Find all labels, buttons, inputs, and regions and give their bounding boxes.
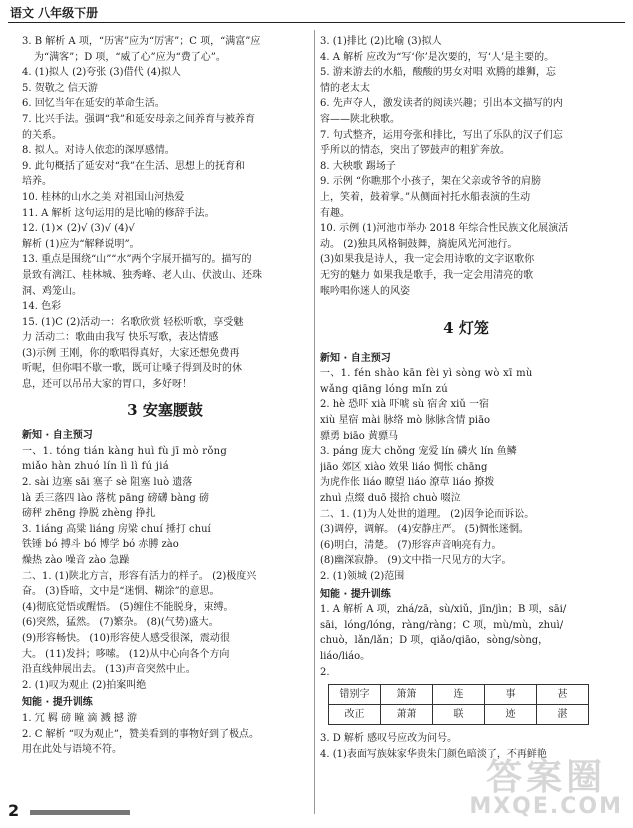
table-cell: 改正 [329, 705, 381, 725]
answer-line: là 丢三落四 lào 落枕 pāng 磅礴 bàng 磅 [22, 492, 210, 504]
answer-line: (6)突然，猛然。 (7)繁杂。 (8)(气势)盛大。 [22, 617, 219, 629]
answer-line: 3. 1iáng 高粱 liáng 房梁 chuí 捶打 chuí [22, 523, 211, 535]
answer-line: (8)幽深寂静。 (9)文中指一尺见方的大字。 [320, 555, 512, 567]
subsection-preview-label: 新知 · 自主预习 [22, 430, 93, 442]
answer-line: 9. 示例 “你瞧那个小孩子，架在父亲或爷爷的肩膀 [320, 176, 542, 188]
answer-line: 无穷的魅力 如果我是歌手，我一定会用清亮的歌 [320, 269, 534, 281]
answer-line: liáo/liáo。 [320, 650, 371, 662]
answer-line: 铁锤 bó 搏斗 bó 博学 bó 赤膊 zào [22, 539, 179, 551]
table-row [329, 705, 589, 725]
answer-line: (6)明白，清楚。 (7)形容声音响亮有力。 [320, 539, 502, 551]
right-column [320, 34, 612, 762]
answer-line: 4. (1)拟人 (2)夸张 (3)借代 (4)拟人 [22, 67, 181, 79]
answer-line: miǎo hàn zhuó lín lì lì fú jiá [22, 461, 169, 473]
answer-line: 上，笑着，鼓着掌。”从侧面衬托水船表演的生动 [320, 191, 531, 203]
answer-line: (3)如果我是诗人，我一定会用诗歌的文字讴歌你 [320, 254, 535, 266]
answer-line: 9. 此句概括了延安对“我”在生活、思想上的抚育和 [22, 160, 245, 172]
answer-line: zhuì 点缀 duō 掇拾 chuò 啜泣 [320, 493, 461, 505]
answer-line: 洞、鸡笼山。 [22, 285, 82, 297]
answer-line: 10. 示例 (1)河池市举办 2018 年综合性民族文化展演活 [320, 223, 569, 235]
answer-line: 为“满客”；D 项，“威了心”应为“费了心”。 [34, 51, 226, 63]
answer-line: 7. 比兴手法。强调“我”和延安母亲之间养育与被养育 [22, 113, 255, 125]
answer-line: 3. (1)排比 (2)比喻 (3)拟人 [320, 36, 442, 47]
answer-line: 乎所以的情态，突出了锣鼓声的粗犷奔放。 [320, 145, 510, 157]
answer-line: 10. 桂林的山水之美 对祖国山河热爱 [22, 191, 185, 203]
answer-line: 4. (1)表面写族妹家华贵朱门颜色暗淡了，不再鲜艳 [320, 748, 547, 760]
section-title-4: 4 灯笼 [443, 319, 489, 338]
left-answers-top [22, 34, 308, 393]
answer-line: 2. (1)领城 (2)范围 [320, 571, 405, 582]
answer-line: 用在此处与语境不符。 [22, 744, 122, 756]
answer-line: 2. [320, 666, 330, 678]
table-cell: 萧萧 [381, 705, 433, 725]
answer-line: 奋。 (3)昏暗，文中是“迷惘、糊涂”的意思。 [22, 586, 220, 598]
answer-line: 动。 (2)独具风格铜鼓舞，旖旎风光河池行。 [320, 238, 518, 250]
answer-line: (4)彻底觉悟或醒悟。 (5)缠住不能脱身，束缚。 [22, 601, 234, 613]
answer-line: wǎng qiāng lóng mǐn zú [320, 383, 448, 395]
answer-line: 2. (1)叹为观止 (2)拍案叫绝 [22, 679, 147, 691]
left-column [22, 34, 308, 758]
answer-line: 6. 回忆当年在延安的革命生活。 [22, 98, 165, 110]
subsection-training-label: 知能 · 提升训练 [320, 588, 391, 600]
answer-line: 3. D 解析 感叹号应改为问号。 [320, 733, 458, 745]
answer-line: 喉吟唱你迷人的风姿 [320, 285, 410, 297]
page-header: 语文 八年级下册 [10, 6, 99, 20]
typo-correction-table [328, 684, 589, 725]
answer-line: 3. B 解析 A 项，“历害”应为“厉害”；C 项，“满富”应 [22, 36, 261, 47]
answer-line: 听呢，但你唱不歇一歌，既可让嗓子得到及时的休 [22, 363, 242, 375]
answer-line: 一、1. tóng tián kàng huì fù jī mò rǒng [22, 445, 228, 457]
answer-line: 2. sài 边塞 sāi 塞子 sè 阻塞 luò 遗落 [22, 477, 193, 489]
answer-line: 8. 大秧歌 踢场子 [320, 160, 396, 172]
section4-answers [320, 366, 612, 584]
answer-line: 2. C 解析 “叹为观止”，赞美看到的事物好到了极点。 [22, 728, 259, 740]
answer-line: 情的老太太 [320, 82, 370, 94]
table-cell: 迹 [485, 705, 537, 725]
answer-line: (3)示例 王刚，你的歌唱得真好，大家还想免费再 [22, 347, 240, 359]
table-cell: 甚 [537, 685, 589, 705]
answer-line: 燥热 zào 噪音 zào 急躁 [22, 555, 130, 566]
answer-line: 4. A 解析 应改为“写‘你’是次要的，写‘人’是主要的。 [320, 51, 555, 63]
subsection-training-label: 知能 · 提升训练 [22, 697, 93, 709]
page-number-bar [30, 810, 130, 815]
answer-line: 大。 (11)发抖；哆嗦。 (12)从中心向各个方向 [22, 648, 230, 660]
answer-line: 14. 色彩 [22, 301, 62, 313]
table-cell: 连 [433, 685, 485, 705]
table-cell: 联 [433, 705, 485, 725]
answer-line: chuò，lǎn/lǎn；D 项，qiǎo/qiāo，sòng/sòng， [320, 635, 549, 647]
answer-line: 13. 重点是围绕“山”“水”两个字展开描写的。描写的 [22, 254, 252, 266]
answer-line: 二、1. (1)陕北方言，形容有活力的样子。 (2)极度兴 [22, 570, 257, 582]
answer-line: 5. 游来游去的水船，酸酸的男女对唱 欢腾的雄狮，忘 [320, 67, 556, 79]
answer-line: 1. 冗 羁 磅 瞳 滴 溅 撼 游 [22, 712, 137, 724]
answer-line: 容——陕北秧歌。 [320, 113, 400, 125]
table-cell: 事 [485, 685, 537, 705]
table-row [329, 685, 589, 705]
answer-line: 沿直线伸展出去。 (13)声音突然中止。 [22, 664, 196, 676]
answer-line: (3)调停，调解。 (4)安静庄严。 (5)惆怅迷惘。 [320, 524, 529, 536]
answer-line: xiù 星宿 mài 脉络 mò 脉脉含情 piāo [320, 415, 491, 427]
answer-line: 磅秤 zhēng 挣脱 zhèng 挣扎 [22, 508, 156, 520]
answer-line: 7. 句式整齐，运用夸张和排比，写出了乐队的汉子们忘 [320, 129, 563, 141]
answer-line: jiāo 郊区 xiào 效果 liáo 惆怅 chāng [320, 461, 488, 473]
section4-training-answers [320, 602, 612, 680]
answer-line: 一、1. fén shào kān fèi yì sòng wò xī mù [320, 368, 533, 380]
answer-line: 11. A 解析 这句运用的是比喻的修辞手法。 [22, 207, 215, 219]
answer-line: 为虎作伥 liáo 瞭望 liáo 潦草 liáo 撩拨 [320, 477, 495, 489]
answer-line: 1. A 解析 A 项，zhá/zā，sù/xiǔ，jīn/jìn；B 项，sāi/ [320, 604, 567, 616]
watermark-url: MXQE.COM [469, 794, 623, 819]
answer-line: 力 活动二：歌曲由我写 快乐写歌，表达情感 [22, 332, 219, 344]
watermark-logo [469, 757, 623, 819]
header-rule [8, 22, 625, 23]
right-answers-top [320, 34, 612, 299]
section3-answers [22, 444, 308, 694]
table-cell: 错别字 [329, 685, 381, 705]
answer-line: 12. (1)× (2)√ (3)√ (4)√ [22, 223, 135, 235]
answer-line: 息，还可以吊吊大家的胃口，多好呀！ [22, 379, 192, 391]
answer-line: 的关系。 [22, 129, 62, 141]
answer-line: 解析 (1)应为“解释说明”。 [22, 238, 140, 250]
answer-line: sāi，lóng/lóng，ràng/ràng；C 项，mù/mù，zhuì/ [320, 619, 564, 631]
answer-line: 15. (1)C (2)活动一：名歌欣赏 轻松听歌，享受魅 [22, 316, 244, 328]
table-cell: 湛 [537, 705, 589, 725]
answer-line: 6. 先声夺人，激发读者的阅读兴趣；引出本文描写的内 [320, 98, 563, 110]
page-number: 2 [8, 801, 20, 820]
answer-line: 景致有漓江、桂林城、独秀峰、老人山、伏波山、还珠 [22, 269, 262, 281]
answer-line: 3. páng 庞大 chǒng 宠爱 lín 磷火 lín 鱼鳞 [320, 446, 517, 458]
answer-line: 骠勇 biāo 黄骠马 [320, 430, 398, 442]
answer-line: (9)形容畅快。 (10)形容使人感受很深，震动很 [22, 632, 230, 644]
answer-line: 有趣。 [320, 207, 350, 219]
table-cell: 箫箫 [381, 685, 433, 705]
answer-line: 8. 拟人。对诗人依恋的深厚感情。 [22, 145, 175, 157]
subsection-preview-label: 新知 · 自主预习 [320, 352, 391, 364]
answer-line: 5. 贺敬之 信天游 [22, 82, 98, 94]
answer-line: 二、1. (1)为人处世的道理。 (2)因争论而诉讼。 [320, 508, 535, 520]
section-title-3: 3 安塞腰鼓 [127, 400, 203, 419]
column-divider [314, 30, 315, 814]
section3-training-answers [22, 711, 308, 758]
answer-line: 2. hè 恐吓 xià 吓唬 sù 宿舍 xiǔ 一宿 [320, 399, 489, 411]
answer-line: 培养。 [22, 176, 52, 188]
watermark-title: 答案圈 [486, 757, 607, 798]
